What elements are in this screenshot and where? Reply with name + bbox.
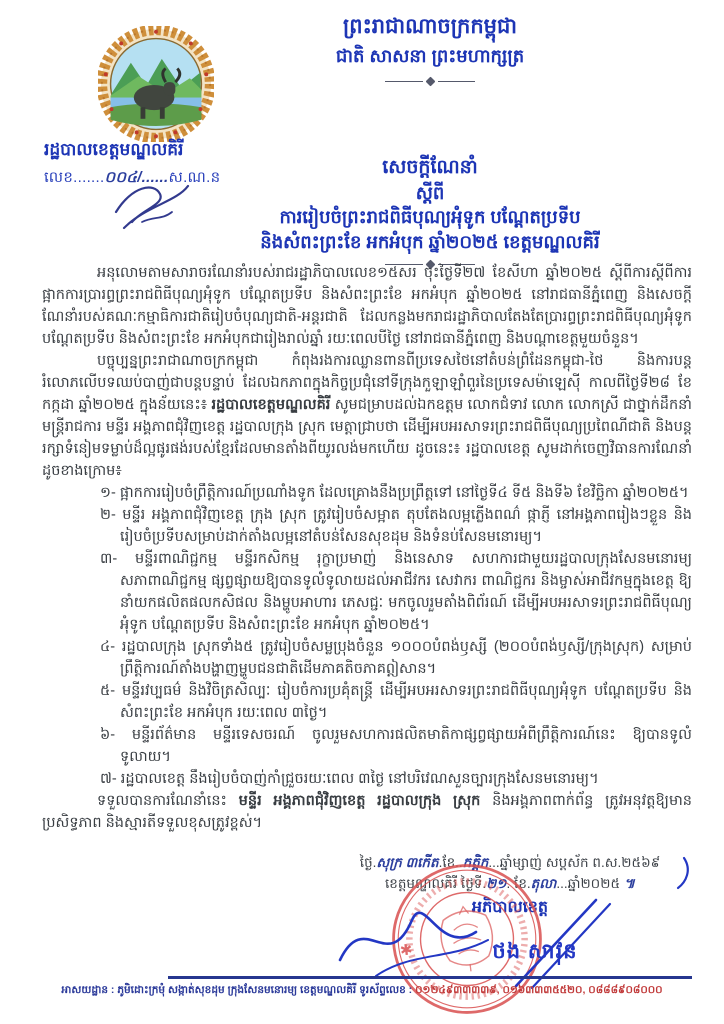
text-segment: ខេត្តមណ្ឌលគិរី ថ្ងៃទី. — [384, 876, 487, 891]
paragraph-2 — [42, 350, 692, 482]
regarding-label: ស្តីពី — [415, 183, 445, 203]
subject-line-1: ការរៀបចំព្រះរាជពិធីបុណ្យអុំទូក បណ្តែតប្រទីប — [279, 207, 581, 227]
text-segment: ថ្ងៃ. — [359, 855, 377, 870]
stamp-star-icon: ✱ — [399, 942, 414, 960]
text-segment: ០១២៤៩៣៣៣៣៩, ០១៦៣៣៣៥៥២០, ០៨៨៨៩០៨០០០ — [415, 984, 663, 996]
directive-item — [42, 724, 692, 768]
royal-header — [150, 12, 710, 85]
directive-number: ៤- — [100, 639, 122, 655]
handwritten-text: /...... — [137, 169, 169, 186]
directive-list — [42, 482, 692, 790]
text-segment: អាសយដ្ឋាន : ភូមិដោះក្រមុំ សង្កាត់សុខដុម ក្រុងសែនមនោរម្យ ខេត្តមណ្ឌលគិរី ទូរស័ព្ទលេខ : — [61, 984, 416, 996]
text-segment: បច្ចុប្បន្នព្រះរាជាណាចក្រកម្ពុជា កំពុងរងការឈ្លានពានពីប្រទេសថៃនៅតំបន់ព្រំដែនកម្ពុជា-ថៃ និងការបន្តរំលោភលើបទឈប់បាញ់ជាបន្តបន្ទាប់ ដែលឯកភាពក្នុងកិច្ចប្រជុំនៅទីក្រុងកួឡាឡាំពួរនៃប្រទេសម៉ាឡេស៊ី កាលពីថ្ងៃទី២៨ ខែកក្កដា ឆ្នាំ២០២៥ ក្នុងន័យនេះ៖ — [42, 353, 692, 413]
office-name: រដ្ឋបាលខេត្តមណ្ឌលគិរី — [44, 140, 184, 159]
document-type: សេចក្តីណែនាំ — [382, 157, 478, 178]
text-segment: ទទួលបានការណែនាំនេះ — [97, 793, 239, 809]
header-divider — [385, 78, 475, 85]
handwritten-text: ២១ — [486, 876, 507, 891]
text-segment: រដ្ឋបាលខេត្តមណ្ឌលគិរី — [211, 397, 331, 413]
directive-text: មន្ទីរវប្បធម៌ និងវិចិត្រសិល្បៈ រៀបចំការប្រគុំតន្ត្រី ដើម្បីអបអរសាទរព្រះរាជពិធីបុណ្យអុំទូក បណ្តែតប្រទីប និងសំពះព្រះខែ អកអំបុក រយៈពេល ៣ថ្ងៃ។ — [120, 683, 692, 721]
directive-number: ៥- — [100, 683, 122, 699]
kingdom-name: ព្រះរាជាណាចក្រកម្ពុជា — [342, 15, 517, 38]
text-segment: សូមជម្រាបដល់ឯកឧត្តម លោកជំទាវ លោក លោកស្រី ជាថ្នាក់ដឹកនាំ មន្ត្រីរាជការ មន្ទីរ អង្គភាពជុំវិញខេត្ត រដ្ឋបាលក្រុង ស្រុក មេត្តាជ្រាបថា ដើម្បីអបអរសាទរព្រះរាជពិធីបុណ្យប្រពៃណីជាតិ និងបន្តរក្សាទំនៀមទម្លាប់ដ៏ល្អផូរផង់របស់ខ្មែរដែលមានតាំងពីយូរលង់មកហើយ ដូចនេះ៖ រដ្ឋបាលខេត្ត សូមដាក់ចេញវិធានការណែនាំដូចខាងក្រោម៖ — [42, 397, 692, 479]
handwritten-text: តុលា — [530, 876, 557, 891]
handwritten-text: ៕ — [623, 876, 635, 891]
directive-number: ២- — [100, 507, 123, 523]
directive-text: មន្ទីរព័ត៌មាន មន្ទីរទេសចរណ៍ ចូលរួមសហការផលិតមាតិកាផ្សព្វផ្សាយអំពីព្រឹត្តិការណ៍នេះ ឱ្យបានទូលំទូលាយ។ — [120, 727, 692, 765]
directive-item — [42, 680, 692, 724]
document-body — [42, 262, 692, 854]
text-segment: លេខ....... — [44, 169, 105, 186]
directive-text: រដ្ឋបាលខេត្ត នឹងរៀបចំបាញ់កាំជ្រួចរយៈពេល ៣ថ្ងៃ នៅបរិវេណសួនច្បារក្រុងសែនមនោរម្យ។ — [120, 771, 599, 787]
directive-text: ផ្អាកការរៀបចំព្រឹត្តិការណ៍ប្រណាំងទូក ដែលគ្រោងនឹងប្រព្រឹត្តទៅ នៅថ្ងៃទី៤ ទី៥ និងទី៦ ខែវិច្ឆិកា ឆ្នាំ២០២៥។ — [119, 485, 689, 501]
directive-number: ៣- — [100, 551, 135, 567]
text-segment: . ខែ. — [506, 876, 531, 891]
text-segment: មន្ទីរ អង្គភាពជុំវិញខេត្ត រដ្ឋបាលក្រុង ស្រុក — [238, 793, 481, 809]
directive-item — [42, 504, 692, 548]
national-motto: ជាតិ សាសនា ព្រះមហាក្សត្រ — [335, 46, 525, 66]
directive-number: ៦- — [100, 727, 132, 743]
signer-title: អភិបាលខេត្ត — [471, 899, 549, 916]
directive-number: ១- — [100, 485, 120, 501]
directive-number: ៧- — [100, 771, 121, 787]
text-segment: ស.ណ.ន — [168, 169, 221, 186]
directive-text: មន្ទីរ អង្គភាពជុំវិញខេត្ត ក្រុង ស្រុក ត្រូវរៀបចំសម្អាត តុបតែងលម្អភ្លើងពណ៌ ផ្កាភ្ញី នៅអង្គភាពរៀងៗខ្លួន និងរៀបចំប្រទីបសម្រាប់ដាក់តាំងលម្អនៅតំបន់សែនសុខដុម និងទំនប់សែនមនោរម្យ។ — [120, 507, 692, 545]
text-segment: ...ឆ្នាំ២០២៥ — [556, 876, 624, 891]
footer-contact-line — [28, 983, 696, 998]
text-segment: និងអង្គភាពពាក់ព័ន្ធ ត្រូវអនុវត្តឱ្យមានប្រសិទ្ធភាព និងស្មារតីទទួលខុសត្រូវខ្ពស់។ — [42, 793, 692, 831]
document-title-block — [150, 155, 710, 268]
directive-item — [42, 768, 692, 790]
directive-item — [42, 482, 692, 504]
subject-line-2: និងសំពះព្រះខែ អកអំបុក ឆ្នាំ២០២៥ ខេត្តមណ្ឌលគិរី — [260, 232, 600, 252]
directive-text: រដ្ឋបាលក្រុង ស្រុកទាំង៥ ត្រូវរៀបចំសម្លប្រុងចំនួន ១០០០បំពង់ឫស្សី (២០០បំពង់ឫស្សី/ក្រុងស្រុក) សម្រាប់ព្រឹត្តិការណ៍តាំងបង្ហាញម្ហូបជនជាតិដើមភាគតិចភាគឦសាន។ — [120, 639, 692, 677]
handwritten-text: ០០៤ — [104, 169, 138, 186]
paragraph-1: អនុលោមតាមសារាចរណែនាំរបស់រាជរដ្ឋាភិបាលលេខ១៥សរ ចុះថ្ងៃទី២៧ ខែសីហា ឆ្នាំ២០២៥ ស្តីពីការស្តីពីការផ្អាកការប្រារព្ធព្រះរាជពិធីបុណ្យអុំទូក បណ្តែតប្រទីប និងសំពះព្រះខែ អកអំបុក ឆ្នាំ២០២៥ នៅរាជធានីភ្នំពេញ និងសេចក្តីណែនាំរបស់គណៈកម្មាធិការជាតិរៀបចំបុណ្យជាតិ-អន្តរជាតិ ដែលកន្លងមករាជរដ្ឋាភិបាលតែងតែប្រារព្ធព្រះរាជពិធីបុណ្យអុំទូក បណ្តែតប្រទីប និងសំពះព្រះខែ អកអំបុកជារៀងរាល់ឆ្នាំ រយៈពេលបីថ្ងៃ នៅរាជធានីភ្នំពេញ និងបណ្តាខេត្តមួយចំនួន។ — [42, 265, 692, 347]
closing-paragraph — [42, 790, 692, 834]
directive-text: មន្ទីរពាណិជ្ជកម្ម មន្ទីរកសិកម្ម រុក្ខាប្រមាញ់ និងនេសាទ សហការជាមួយរដ្ឋបាលក្រុងសែនមនោរម្យ សភាពាណិជ្ជកម្ម ផ្សព្វផ្សាយឱ្យបានទូលំទូលាយដល់អាជីវករ សេវាករ ពាណិជ្ជករ និងម្ចាស់អាជីវកម្មក្នុងខេត្ត ឱ្យនាំយកផលិតផលកសិផល និងម្ហូបអាហារ ភេសជ្ជៈ មកចូលរួមតាំងពិព័រណ៍ ដើម្បីអបអរសាទរព្រះរាជពិធីបុណ្យអុំទូក បណ្តែតប្រទីប និងសំពះព្រះខែ អកអំបុក ឆ្នាំ២០២៥។ — [120, 551, 692, 633]
handwritten-text: កត្តិក — [462, 855, 489, 870]
signer-name: ថង សាវុន — [492, 940, 578, 963]
directive-item — [42, 548, 692, 636]
footer-rule — [168, 976, 692, 979]
directive-item — [42, 636, 692, 680]
text-segment: ...ឆ្នាំម្សាញ់ សប្តស័ក ព.ស.២៥៦៩ — [488, 855, 661, 870]
text-segment: .ខែ.. — [438, 855, 463, 870]
handwritten-text: សុក្រ ៣កើត — [376, 855, 439, 870]
